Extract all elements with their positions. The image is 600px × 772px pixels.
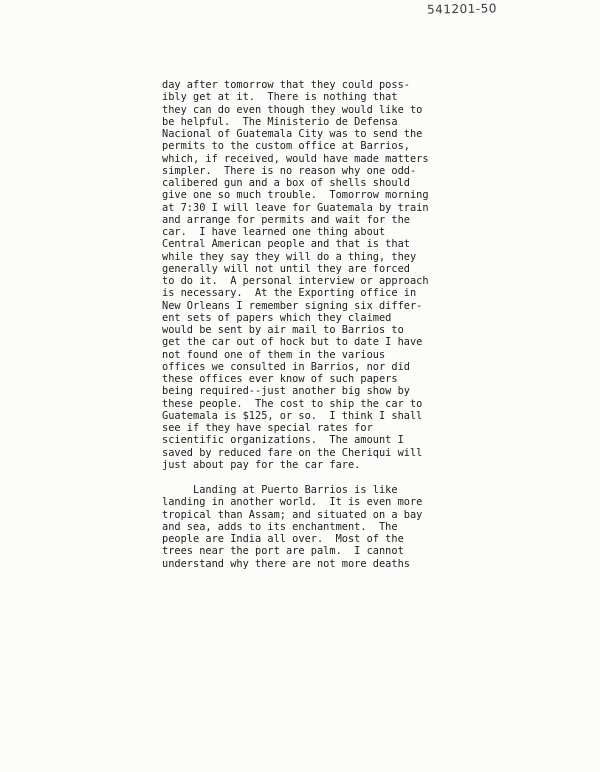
text-line: trees near the port are palm. I cannot	[162, 545, 404, 558]
text-line: Central American people and that is that	[162, 238, 410, 251]
text-line: is necessary. At the Exporting office in	[162, 287, 417, 300]
document-body	[162, 79, 482, 570]
text-line: at 7:30 I will leave for Guatemala by train	[162, 201, 429, 214]
text-line: offices we consulted in Barrios, nor did	[162, 360, 410, 373]
text-line: Landing at Puerto Barrios is like	[162, 484, 398, 496]
text-line: not found one of them in the various	[162, 348, 386, 361]
text-line: generally will not until they are forced	[162, 262, 410, 275]
text-line: and sea, adds to its enchantment. The	[162, 520, 398, 533]
text-line: landing in another world. It is even more	[162, 496, 423, 509]
text-line: these offices ever know of such papers	[162, 373, 398, 385]
text-line: being required--just another big show by	[162, 385, 410, 398]
text-line: to do it. A personal interview or approach	[162, 275, 429, 287]
text-line: which, if received, would have made matters	[162, 152, 429, 165]
text-line: calibered gun and a box of shells should	[162, 177, 410, 189]
text-line: give one so much trouble. Tomorrow morning	[162, 189, 429, 202]
text-line: understand why there are not more deaths	[162, 557, 410, 570]
paragraph-2	[162, 484, 422, 570]
text-line: simpler. There is no reason why one odd-	[162, 164, 417, 177]
text-line: see if they have special rates for	[162, 422, 373, 434]
text-line: people are India all over. Most of the	[162, 533, 404, 545]
text-line: they can do even though they would like to	[162, 103, 423, 116]
text-line: ibly get at it. There is nothing that	[162, 91, 398, 104]
text-line: would be sent by air mail to Barrios to	[162, 324, 404, 336]
text-line: saved by reduced fare on the Cheriqui will	[162, 446, 423, 459]
text-line: permits to the custom office at Barrios,	[162, 140, 410, 153]
text-line: scientific organizations. The amount I	[162, 434, 404, 447]
text-line: and arrange for permits and wait for the	[162, 213, 410, 226]
text-line: car. I have learned one thing about	[162, 226, 386, 238]
text-line: get the car out of hock but to date I have	[162, 336, 423, 349]
text-line: while they say they will do a thing, they	[162, 250, 417, 263]
text-line: these people. The cost to ship the car to	[162, 397, 423, 410]
text-line: tropical than Assam; and situated on a bay	[162, 508, 423, 521]
text-line: New Orleans I remember signing six differ-	[162, 299, 423, 312]
document-id-number: 541201-50	[426, 1, 498, 17]
paragraph-1	[162, 79, 429, 471]
text-line: day after tomorrow that they could poss-	[162, 79, 410, 91]
text-line: Guatemala is $125, or so. I think I shall	[162, 409, 423, 422]
text-line: Nacional of Guatemala City was to send the	[162, 128, 423, 140]
text-line: just about pay for the car fare.	[162, 458, 361, 471]
text-line: be helpful. The Ministerio de Defensa	[162, 115, 398, 128]
text-line: ent sets of papers which they claimed	[162, 311, 392, 324]
